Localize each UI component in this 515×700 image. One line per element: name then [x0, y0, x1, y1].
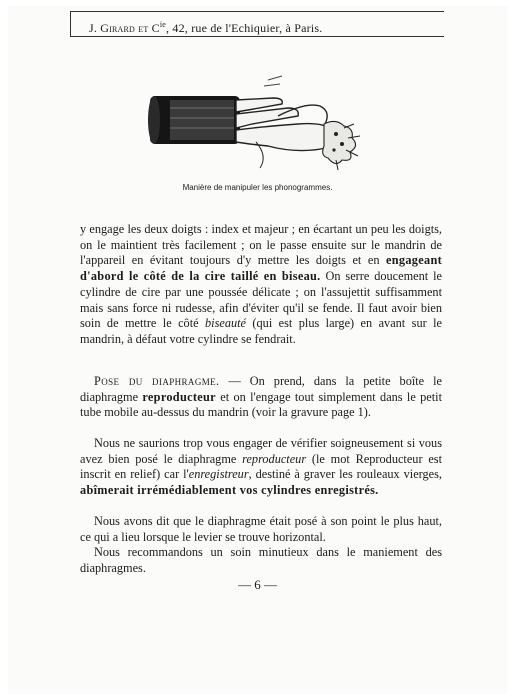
- paragraph-1-text-c: (qui est plus large) en avant sur le mandrin, à défaut votre cylindre se fendrait.: [80, 316, 442, 346]
- paragraph-1-text-a: y engage les deux doigts : index et majeur ; en écartant un peu les doigts, on le maintient très facilement ; on le passe ensuite sur le mandrin de l'appareil en évitant toujours d'y mettre les doigts et en: [80, 222, 442, 268]
- paragraph-1-italic: biseauté: [205, 316, 246, 331]
- paragraph-3-text-a: Nous ne saurions trop vous engager de vérifier soigneusement si vous avez bien posé le diaphragme: [80, 436, 442, 466]
- paragraph-2-text-b: et on l'engage tout simplement dans le petit tube mobile au-dessus du mandrin (voir la gravure page 1).: [80, 389, 442, 420]
- hand-holding-cylinder-illustration: [148, 72, 364, 182]
- page-number: — 6 —: [238, 577, 277, 592]
- publisher-address: , 42, rue de l'Echiquier, à Paris.: [166, 21, 323, 35]
- paragraph-3-bold: abîmerait irrémédiablement vos cylindres enregistrés.: [80, 483, 379, 498]
- paragraph-4: Nous avons dit que le diaphragme était posé à son point le plus haut, ce qui a lieu lorsque le levier se trouve horizontal.: [80, 514, 442, 544]
- paragraph-1: [80, 222, 442, 348]
- paragraph-3: [80, 436, 442, 499]
- paragraph-1-text-b: On serre doucement le cylindre de cire par une poussée délicate ; on l'assujettit suffisamment mais sans force ni rudesse, afin d'éviter qu'il se fende. Il faut avoir bien soin de mettre le côté: [80, 269, 442, 331]
- paragraph-3-text-c: , destiné à graver les rouleaux vierges,: [248, 467, 442, 482]
- paragraph-2-bold: reproducteur: [142, 389, 216, 404]
- paragraph-2: [80, 374, 442, 421]
- publisher-name: J. Girard et C: [89, 21, 160, 35]
- illustration-caption: Manière de manipuler les phonogrammes.: [182, 183, 333, 192]
- page-header: [70, 11, 444, 37]
- paragraph-2-text-a: — On prend, dans la petite boîte le diaphragme: [80, 374, 442, 404]
- paragraph-3-italic-2: enregistreur: [188, 467, 249, 482]
- section-heading: Pose du diaphragme.: [94, 374, 220, 388]
- paragraph-3-italic-1: reproducteur: [242, 451, 307, 466]
- paragraph-1-bold: engageant d'abord le côté de la cire taillé en biseau.: [80, 253, 442, 284]
- publisher-name-suffix: ie: [159, 20, 166, 29]
- paragraph-5: Nous recommandons un soin minutieux dans le maniement des diaphragmes.: [80, 545, 442, 575]
- paragraph-3-text-b: (le mot Reproducteur est inscrit en relief) car l': [80, 451, 442, 482]
